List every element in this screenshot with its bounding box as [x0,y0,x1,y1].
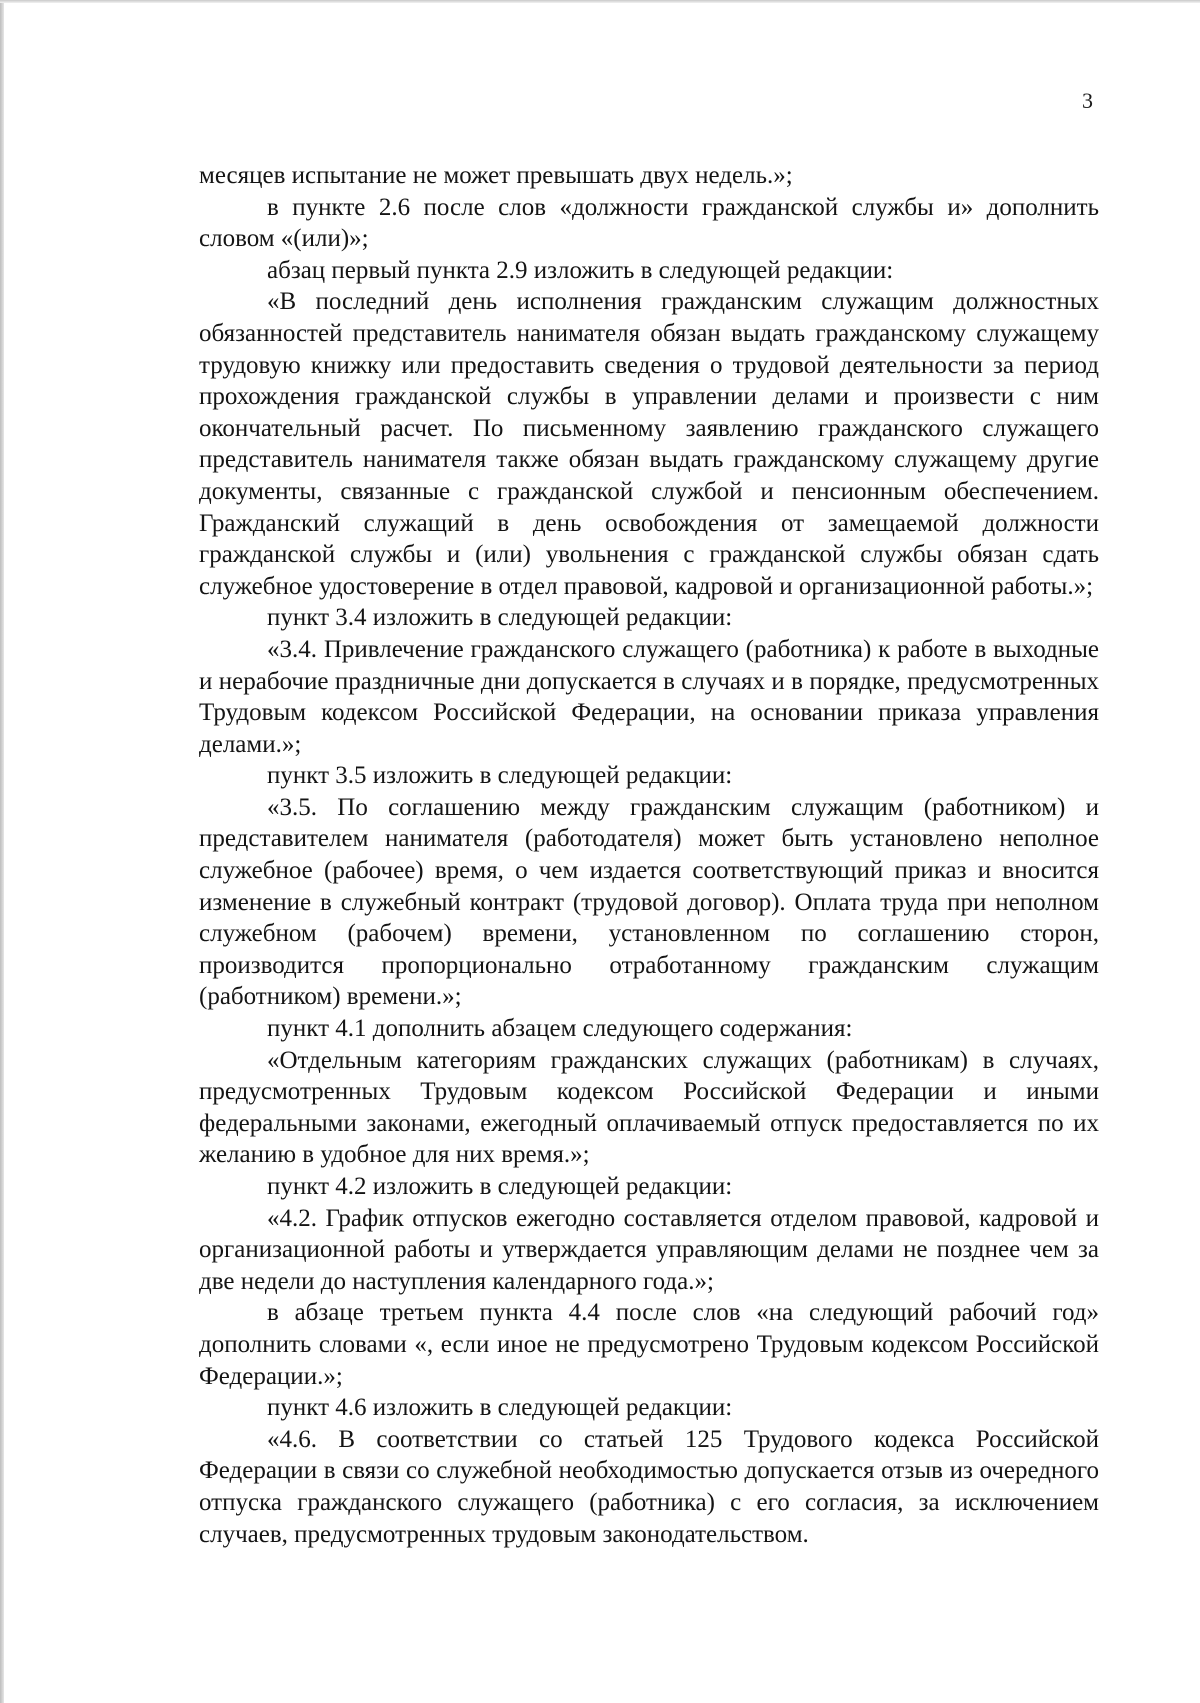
scan-edge-top [0,0,1200,3]
document-body [199,160,1099,1550]
scan-edge-left [0,0,4,1703]
paragraph: «3.5. По соглашению между гражданским служащим (работником) и представителем нанимателя (работодателя) может быть установлено неполное служебное (рабочее) время, о чем издается соответствующий приказ и вносится изменение в служебный контракт (трудовой договор). Оплата труда при неполном служебном (рабочем) времени, установленном по соглашению сторон, производится пропорционально отработанному гражданским служащим (работником) времени.»; [199,793,1099,1011]
paragraph: «3.4. Привлечение гражданского служащего (работника) к работе в выходные и нерабочие праздничные дни допускается в случаях и в порядке, предусмотренных Трудовым кодексом Российской Федерации, на основании приказа управления делами.»; [199,635,1099,758]
paragraph: в пункте 2.6 после слов «должности гражданской службы и» дополнить словом «(или)»; [199,193,1099,253]
paragraph: «В последний день исполнения гражданским служащим должностных обязанностей представитель нанимателя обязан выдать гражданскому служащему трудовую книжку или предоставить сведения о трудовой деятельности за период прохождения гражданской службы в управлении делами и произвести с ним окончательный расчет. По письменному заявлению гражданского служащего представитель нанимателя также обязан выдать гражданскому служащему другие документы, связанные с гражданской службой и пенсионным обеспечением. Гражданский служащий в день освобождения от замещаемой должности гражданской службы и (или) увольнения с гражданской службы обязан сдать служебное удостоверение в отдел правовой, кадровой и организационной работы.»; [199,288,1099,600]
paragraph: «4.2. График отпусков ежегодно составляется отделом правовой, кадровой и организационной работы и утверждается управляющим делами не позднее чем за две недели до наступления календарного года.»; [199,1204,1099,1295]
paragraph: «4.6. В соответствии со статьей 125 Трудового кодекса Российской Федерации в связи со служебной необходимостью допускается отзыв из очередного отпуска гражданского служащего (работника) с его согласия, за исключением случаев, предусмотренных трудовым законодательством. [199,1425,1099,1548]
page-number: 3 [1082,88,1093,113]
paragraph: пункт 3.5 изложить в следующей редакции: [267,762,733,790]
paragraph: пункт 3.4 изложить в следующей редакции: [267,604,733,632]
paragraph: в абзаце третьем пункта 4.4 после слов «на следующий рабочий год» дополнить словами «, если иное не предусмотрено Трудовым кодексом Российской Федерации.»; [199,1299,1099,1390]
paragraph: пункт 4.2 изложить в следующей редакции: [267,1173,733,1200]
paragraph: месяцев испытание не может превышать двух недель.»; [199,162,793,189]
paragraph: пункт 4.6 изложить в следующей редакции: [267,1394,733,1422]
paragraph: «Отдельным категориям гражданских служащих (работникам) в случаях, предусмотренных Трудовым кодексом Российской Федерации и иными федеральными законами, ежегодный оплачиваемый отпуск предоставляется по их желанию в удобное для них время.»; [199,1046,1099,1169]
paragraph: абзац первый пункта 2.9 изложить в следующей редакции: [267,256,894,284]
paragraph: пункт 4.1 дополнить абзацем следующего содержания: [267,1015,853,1043]
